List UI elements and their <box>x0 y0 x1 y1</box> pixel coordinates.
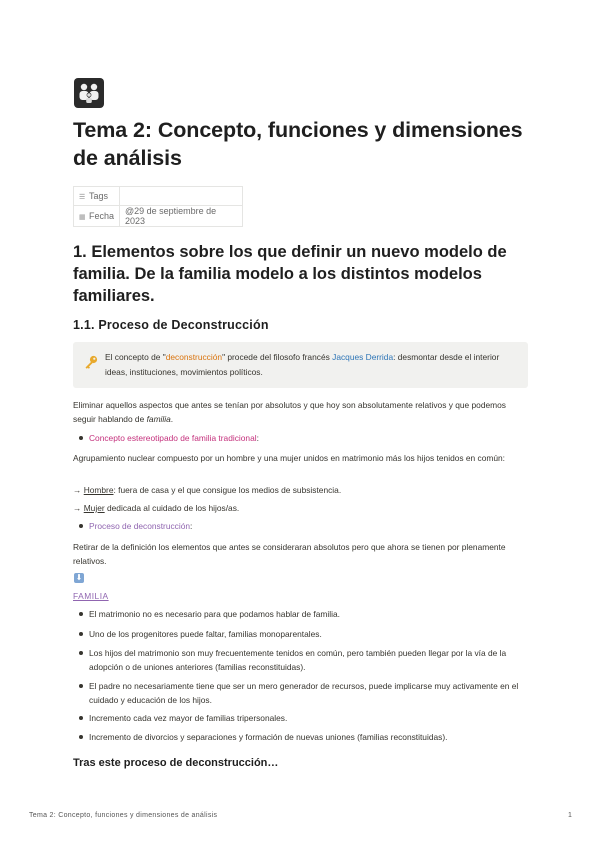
family-emoji-icon <box>74 78 104 108</box>
arrow-item-hombre <box>73 483 341 497</box>
emphasis-familia: familia <box>146 414 171 424</box>
familia-label[interactable]: FAMILIA <box>73 591 109 601</box>
property-key: Tags <box>89 191 109 201</box>
paragraph: Agrupamiento nuclear compuesto por un hombre y una mujer unidos en matrimonio más los hijos tenidos en común: <box>73 453 506 463</box>
list-item <box>79 730 519 744</box>
list-item-text: Los hijos del matrimonio son muy frecuentemente tenidos en común, pero también pueden llegar por la vía de la adopción o de uniones anteriores (familias reconstituidas). <box>89 648 507 672</box>
paragraph-text-end: . <box>170 414 174 424</box>
arrow-icon: → <box>73 485 82 495</box>
list-item <box>79 607 519 621</box>
list-item <box>79 646 519 674</box>
list-item <box>79 711 519 725</box>
proceso-link[interactable]: Proceso de deconstrucción <box>89 521 191 531</box>
list-item <box>79 627 519 641</box>
calendar-icon: ▦ <box>79 214 86 221</box>
subsection-heading: 1.1. Proceso de Deconstrucción <box>73 318 269 332</box>
paragraph: Retirar de la definición los elementos que antes se consideraran absolutos pero que ahora se tienen por plenamente relativos. <box>73 542 506 566</box>
colon: : <box>190 521 193 531</box>
list-item <box>79 519 519 533</box>
section-heading: 1. Elementos sobre los que definir un nuevo modelo de familia. De la familia modelo a los distintos modelos familiares. <box>73 243 507 305</box>
list-item-text: Uno de los progenitores puede faltar, familias monoparentales. <box>89 629 322 639</box>
page-number: 1 <box>568 812 572 819</box>
property-value[interactable] <box>120 187 243 206</box>
footer-title: Tema 2: Concepto, funciones y dimensiones de análisis <box>29 812 218 819</box>
hombre-text: : fuera de casa y el que consigue los medios de subsistencia. <box>113 485 342 495</box>
derrida-link[interactable]: Jacques Derrida <box>332 352 394 362</box>
mujer-label: Mujer <box>83 503 105 513</box>
callout-text-pre: El concepto de " <box>105 352 166 362</box>
paragraph <box>73 398 523 426</box>
key-icon <box>83 354 99 370</box>
arrow-icon: → <box>73 503 82 513</box>
property-row-tags[interactable] <box>74 187 243 206</box>
down-arrow-icon: ⬇ <box>75 573 83 582</box>
property-row-fecha[interactable] <box>74 206 243 227</box>
concepto-link[interactable]: Concepto estereotipado de familia tradicional <box>89 433 257 443</box>
list-icon: ☰ <box>79 194 86 201</box>
callout-text <box>105 350 520 380</box>
list-item-text: Incremento de divorcios y separaciones y formación de nuevas uniones (familias reconstituidas). <box>89 732 448 742</box>
hombre-label: Hombre <box>83 485 114 495</box>
list-item-text: El matrimonio no es necesario para que podamos hablar de familia. <box>89 609 340 619</box>
properties-table <box>73 186 243 227</box>
deconstruccion-link[interactable]: deconstrucción <box>165 352 223 362</box>
list-item-text: Incremento cada vez mayor de familias tripersonales. <box>89 713 288 723</box>
property-value[interactable]: @29 de septiembre de 2023 <box>120 206 243 227</box>
mujer-text: dedicada al cuidado de los hijos/as. <box>104 503 240 513</box>
callout <box>73 342 528 388</box>
paragraph-text: Eliminar aquellos aspectos que antes se tenían por absolutos y que hoy son absolutamente relativos y que podemos seguir hablando de <box>73 400 506 424</box>
list-item <box>79 431 519 445</box>
closing-heading: Tras este proceso de deconstrucción… <box>73 757 279 769</box>
page-title: Tema 2: Concepto, funciones y dimensiones de análisis <box>73 118 523 170</box>
callout-text-mid: " procede del filosofo francés <box>222 352 333 362</box>
list-item-text: El padre no necesariamente tiene que ser un mero generador de recursos, puede implicarse muy activamente en el cuidado y educación de los hijos. <box>89 681 519 705</box>
colon: : <box>256 433 259 443</box>
arrow-item-mujer <box>73 501 239 515</box>
callout-text-post: : desmontar desde el interior ideas, instituciones, movimientos políticos. <box>105 352 500 377</box>
list-item <box>79 679 519 707</box>
property-key: Fecha <box>89 211 115 221</box>
